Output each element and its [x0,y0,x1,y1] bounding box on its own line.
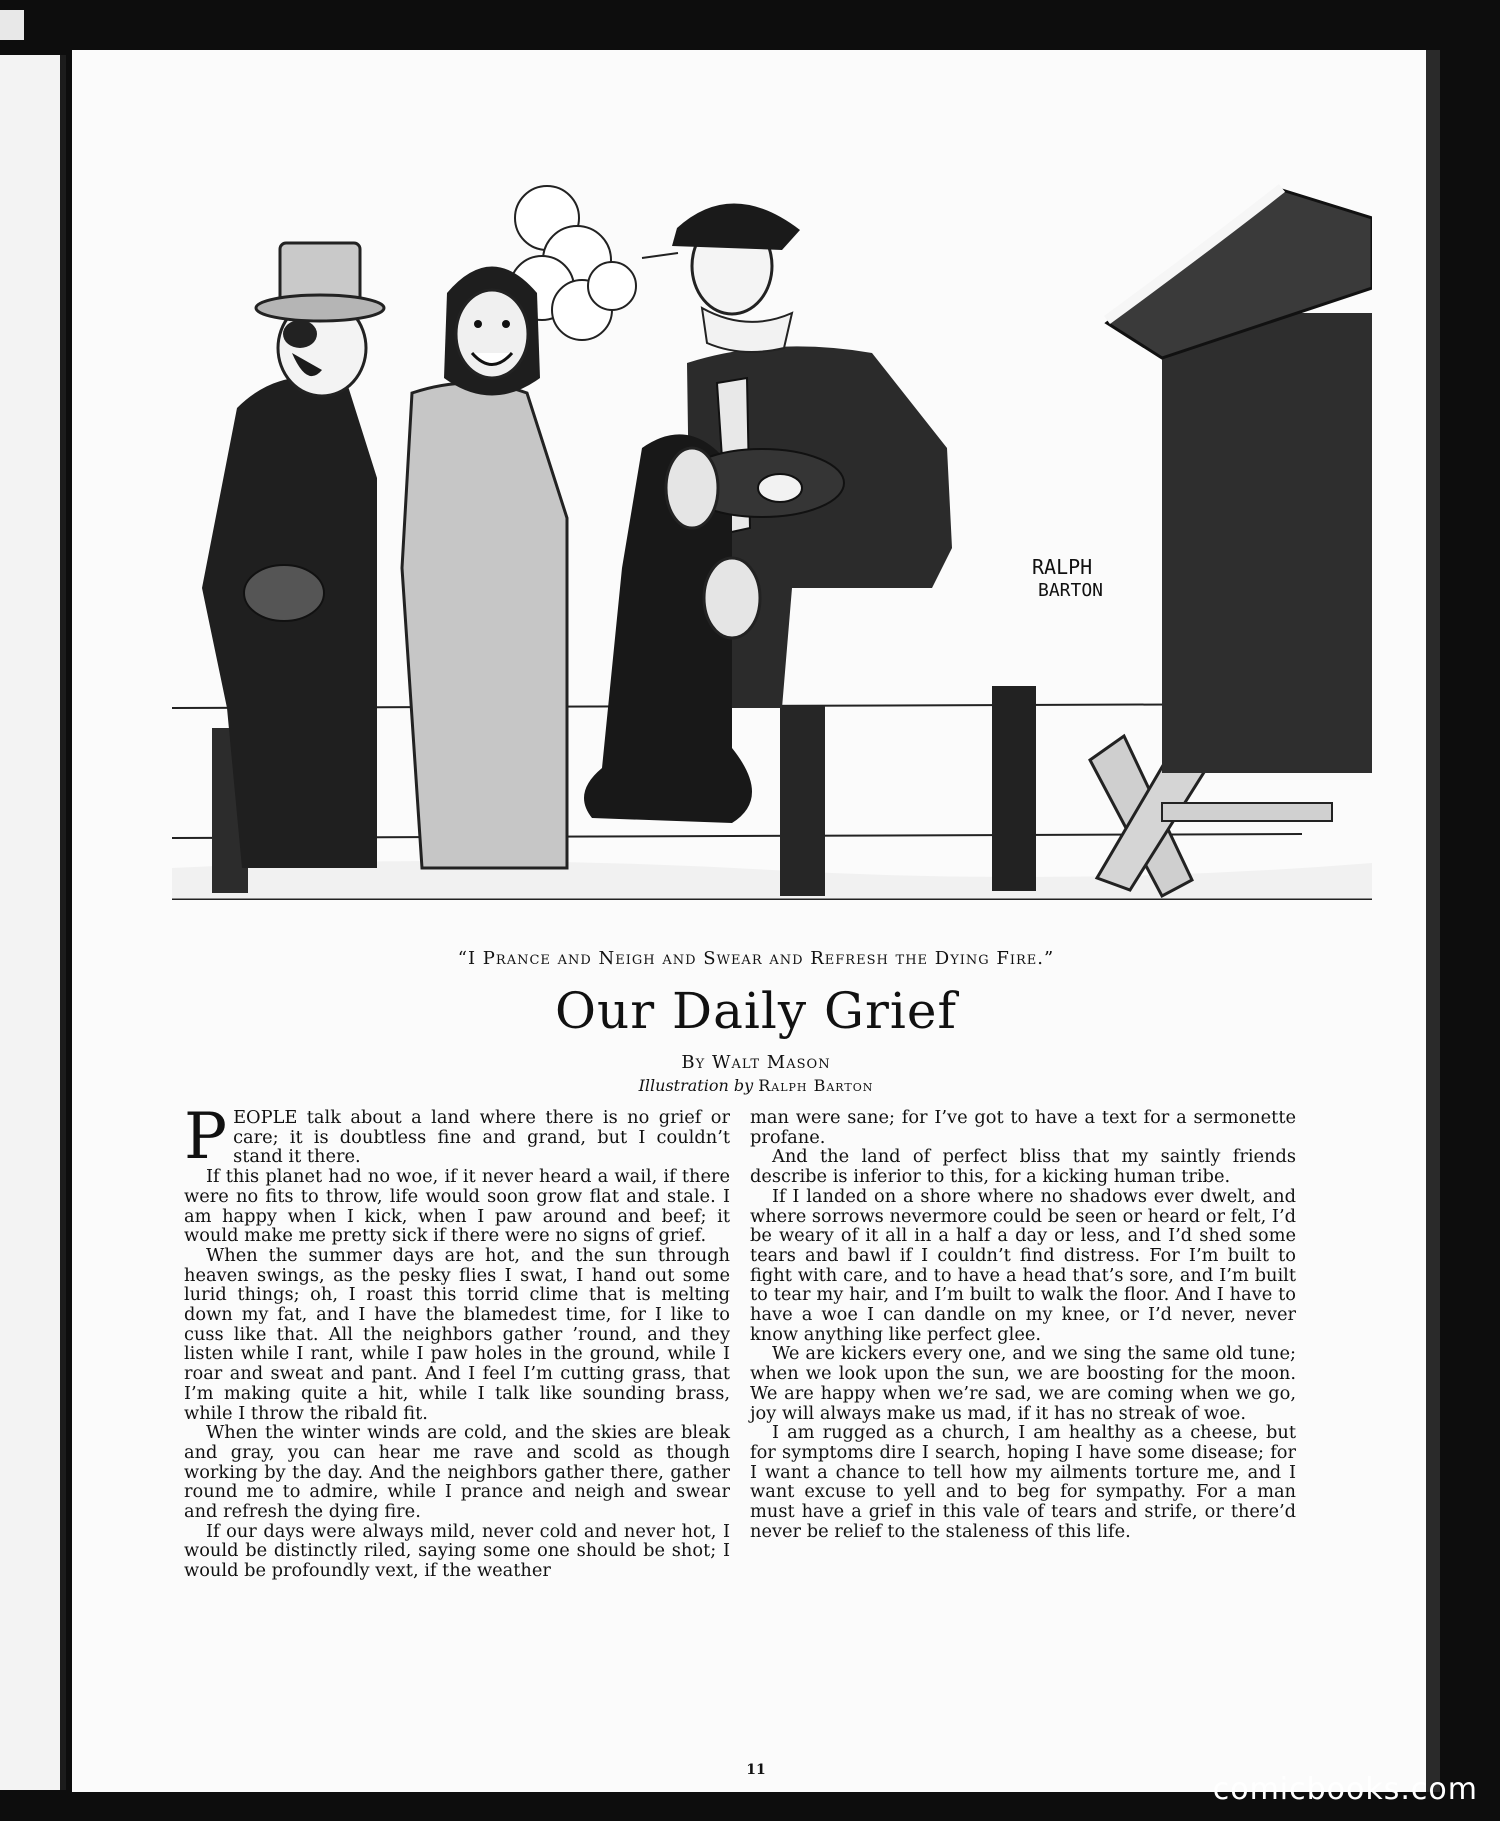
credit-label: Illustration by [638,1076,754,1095]
paragraph-8: We are kickers every one, and we sing the same old tune; when we look upon the sun, we are boosting for the moon. We are happy when we’re sad, we are coming when we go, joy will always make us mad, if it has no streak of woe. [750,1343,1296,1424]
paragraph-2: If this planet had no woe, if it never heard a wail, if there were no fits to throw, life would soon grow flat and stale. I am happy when I kick, when I paw around and beef; it would make me pretty sick if there were no signs of grief. [184,1166,730,1247]
paragraph-4: When the winter winds are cold, and the skies are bleak and gray, you can hear me rave and scold as though working by the day. And the neighbors gather there, gather round me to admire, while I prance and neigh and swear and refresh the dying fire. [184,1422,730,1523]
paragraph-5-continued: man were sane; for I’ve got to have a text for a sermonette profane. [750,1107,1296,1148]
text-column-right [750,1108,1296,1541]
paragraph-7: If I landed on a shore where no shadows ever dwelt, and where sorrows nevermore could be seen or heard or felt, I’d be weary of it all in a half a day or less, and I’d shed some tears and bawl if I couldn’t find distress. For I’m built to fight with care, and to have a head that’s sore, and I’m built to tear my hair, and I’m built to walk the floor. And I have to have a woe I can dandle on my knee, or I’d never, never know anything like perfect glee. [750,1185,1296,1345]
paragraph-9: I am rugged as a church, I am healthy as a cheese, but for symptoms dire I search, hoping I have some disease; for I want a chance to tell how my ailments torture me, and I want excuse to yell and to beg for sympathy. For a man must have a grief in this vale of tears and strife, or there’d never be relief to the staleness of this life. [750,1422,1296,1542]
cartoon-drawing [172,148,1372,900]
text-column-left [184,1100,730,1582]
signature-line2: BARTON [1038,580,1104,601]
site-watermark: comicbooks.com [1212,1772,1478,1807]
cartoon-illustration [172,148,1372,900]
left-page-edge [0,55,66,1790]
drop-cap: P [184,1100,228,1174]
paragraph-3: When the summer days are hot, and the sun through heaven swings, as the pesky flies I swat, I hand out some lurid things; oh, I roast this torrid clime that is melting down my fat, and I have the blamedest time, for I like to cuss like that. All the neighbors gather ’round, and they listen while I rant, while I paw holes in the ground, while I roar and sweat and pant. And I feel I’m cutting grass, that I’m making quite a hit, while I talk like sounding brass, while I throw the ribald fit. [184,1244,730,1424]
paragraph-5: If our days were always mild, never cold and never hot, I would be distinctly riled, saying some one should be shot; I would be profoundly vext, if the weather [184,1520,730,1582]
signature-line1: RALPH [1032,555,1093,579]
page-number: 11 [746,1762,766,1778]
paragraph-1-text: EOPLE talk about a land where there is no grief or care; it is doubtless fine and grand, but I couldn’t stand it there. [233,1107,730,1168]
article-title: Our Daily Grief [555,982,957,1040]
paragraph-6: And the land of perfect bliss that my saintly friends describe is inferior to this, for a kicking human tribe. [750,1146,1296,1188]
illustration-caption: “I Prance and Neigh and Swear and Refresh the Dying Fire.” [457,948,1055,969]
illustration-credit [72,1076,1440,1095]
magazine-page [72,50,1440,1792]
paragraph-1 [184,1100,730,1174]
book-edge-mark [0,10,24,40]
credit-name: Ralph Barton [758,1076,874,1095]
author-byline: By Walt Mason [681,1052,831,1073]
